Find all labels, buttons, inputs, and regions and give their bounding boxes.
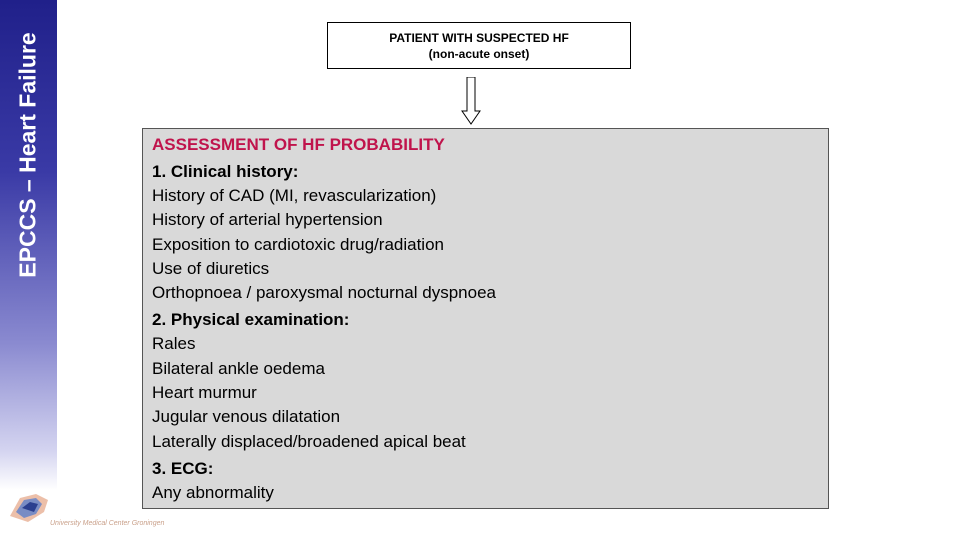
list-item: History of arterial hypertension <box>152 210 383 230</box>
list-item: Heart murmur <box>152 383 257 403</box>
list-item: Any abnormality <box>152 482 274 502</box>
list-item: Rales <box>152 334 196 354</box>
section-heading-physical-examination: 2. Physical examination: <box>152 310 350 330</box>
assessment-title: ASSESSMENT OF HF PROBABILITY <box>152 135 445 154</box>
list-item: Jugular venous dilatation <box>152 407 341 427</box>
logo-caption: University Medical Center Groningen <box>50 520 165 527</box>
patient-box-line1: PATIENT WITH SUSPECTED HF <box>389 31 569 45</box>
patient-box <box>327 22 631 69</box>
sidebar-title: EPCCS – Heart Failure <box>14 32 41 278</box>
umcg-logo-icon <box>6 486 52 528</box>
list-item: Exposition to cardiotoxic drug/radiation <box>152 234 444 254</box>
list-item: Orthopnoea / paroxysmal nocturnal dyspnoea <box>152 283 496 303</box>
list-item: Bilateral ankle oedema <box>152 358 325 378</box>
section-heading-clinical-history: 1. Clinical history: <box>152 162 299 181</box>
list-item: History of CAD (MI, revascularization) <box>152 186 437 205</box>
assessment-box <box>142 128 829 509</box>
sidebar-banner <box>0 0 57 490</box>
list-item: Use of diuretics <box>152 258 270 278</box>
down-arrow-icon <box>461 77 481 125</box>
section-heading-ecg: 3. ECG: <box>152 458 214 478</box>
patient-box-line2: (non-acute onset) <box>428 47 530 61</box>
list-item: Laterally displaced/broadened apical beat <box>152 431 466 451</box>
